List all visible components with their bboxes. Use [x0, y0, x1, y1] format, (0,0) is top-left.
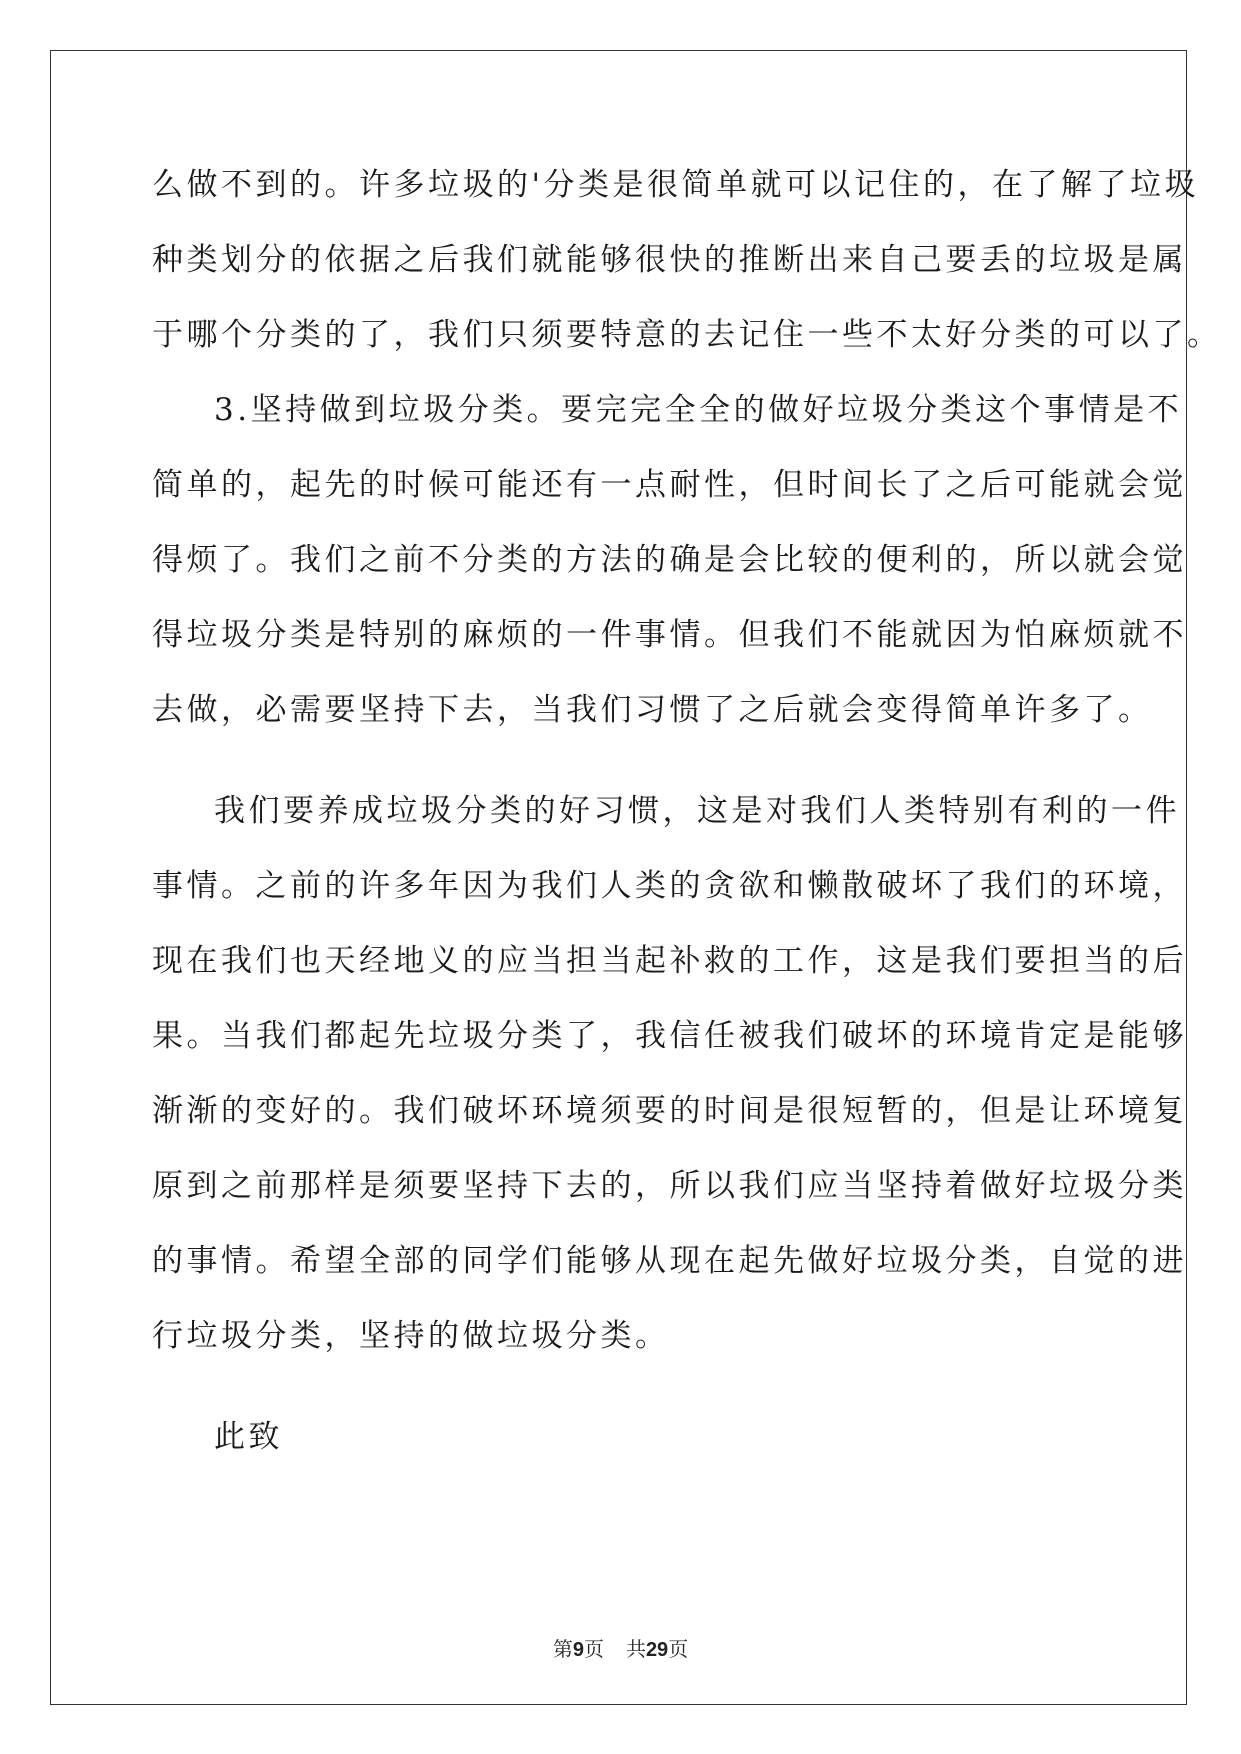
- paragraph-line: 么做不到的。许多垃圾的'分类是很简单就可以记住的，在了解了垃圾: [152, 167, 1200, 203]
- total-label-suffix: 页: [668, 1637, 689, 1661]
- paragraph-line: 渐渐的变好的。我们破坏环境须要的时间是很短暂的，但是让环境复: [152, 1093, 1187, 1129]
- paragraph-line: 果。当我们都起先垃圾分类了，我信任被我们破坏的环境肯定是能够: [152, 1018, 1187, 1054]
- page-label-prefix: 第: [552, 1637, 573, 1661]
- paragraph-line: 我们要养成垃圾分类的好习惯，这是对我们人类特别有利的一件: [214, 793, 1180, 829]
- paragraph-line: 原到之前那样是须要坚持下去的，所以我们应当坚持着做好垃圾分类: [152, 1168, 1187, 1204]
- paragraph-line: 简单的，起先的时候可能还有一点耐性，但时间长了之后可能就会觉: [152, 467, 1187, 503]
- total-label-prefix: 共: [625, 1637, 646, 1661]
- document-body: [152, 165, 1222, 1492]
- paragraph-line: 种类划分的依据之后我们就能够很快的推断出来自己要丢的垃圾是属: [152, 242, 1187, 278]
- closing-salutation: 此致: [214, 1419, 283, 1455]
- paragraph-line: 事情。之前的许多年因为我们人类的贪欲和懒散破坏了我们的环境，: [152, 868, 1187, 904]
- page-footer: [0, 1633, 1241, 1662]
- page-label-suffix: 页: [583, 1637, 604, 1661]
- paragraph-line: 去做，必需要坚持下去，当我们习惯了之后就会变得简单许多了。: [152, 692, 1153, 728]
- paragraph-line: 于哪个分类的了，我们只须要特意的去记住一些不太好分类的可以了。: [152, 317, 1222, 353]
- paragraph-line: 的事情。希望全部的同学们能够从现在起先做好垃圾分类，自觉的进: [152, 1243, 1187, 1279]
- paragraph-line: 得烦了。我们之前不分类的方法的确是会比较的便利的，所以就会觉: [152, 542, 1187, 578]
- total-page-count: 29: [645, 1639, 669, 1661]
- current-page-number: 9: [572, 1639, 584, 1661]
- paragraph-line: 行垃圾分类，坚持的做垃圾分类。: [152, 1318, 670, 1354]
- paragraph-line: 现在我们也天经地义的应当担当起补救的工作，这是我们要担当的后: [152, 943, 1187, 979]
- paragraph-line: 3.坚持做到垃圾分类。要完完全全的做好垃圾分类这个事情是不: [214, 392, 1183, 428]
- paragraph-line: 得垃圾分类是特别的麻烦的一件事情。但我们不能就因为怕麻烦就不: [152, 617, 1187, 653]
